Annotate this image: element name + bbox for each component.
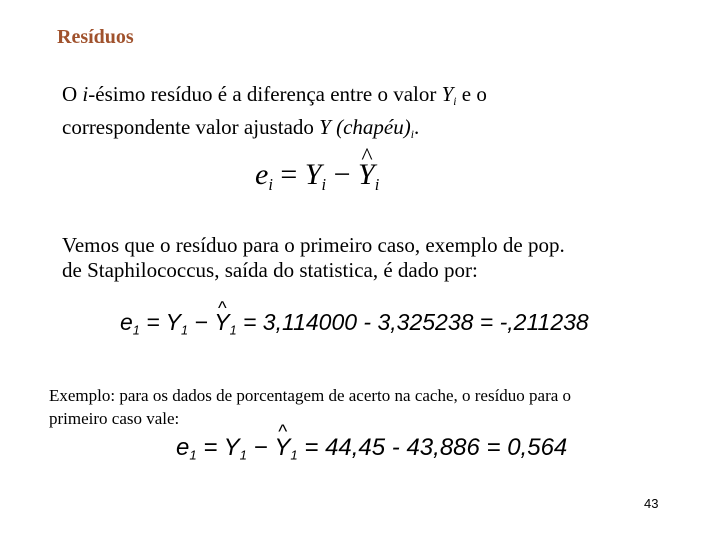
residual-formula: $e_i = Y_i$ − ^ $Y_i$ bbox=[255, 158, 379, 195]
example-line-2: de Staphilococcus, saída do statistica, é dado por: bbox=[62, 258, 478, 282]
page-number: 43 bbox=[644, 496, 659, 511]
cache-line-1: Exemplo: para os dados de porcentagem de acerto na cache, o resíduo para o bbox=[49, 386, 572, 405]
staphylococcus-example-text bbox=[62, 233, 565, 283]
slide-title: Resíduos bbox=[57, 26, 134, 48]
y-hat-symbol: ^ Y bbox=[358, 158, 375, 192]
residual-definition-text bbox=[62, 82, 487, 148]
definition-line-1: O i-ésimo resíduo é a diferença entre o valor $Y_i$ e o bbox=[62, 82, 487, 109]
y-hat-symbol: ^ Y bbox=[214, 309, 229, 336]
staphylococcus-residual-equation: $e_1 = Y_1$ − ^ $Y_1 = 3,114000 - 3,325238 = -,211238$ bbox=[120, 309, 589, 337]
example-line-1: Vemos que o resíduo para o primeiro caso, exemplo de pop. bbox=[62, 233, 565, 257]
y-hat-symbol: ^ Y bbox=[274, 434, 290, 462]
cache-residual-equation: $e_1 = Y_1$ − ^ $Y_1 = 44,45 - 43,886 = 0,564$ bbox=[176, 434, 567, 463]
definition-line-2: correspondente valor ajustado Y $(chapéu)_i$. bbox=[62, 115, 420, 142]
cache-example-text bbox=[49, 384, 571, 430]
cache-line-2: primeiro caso vale: bbox=[49, 409, 180, 428]
